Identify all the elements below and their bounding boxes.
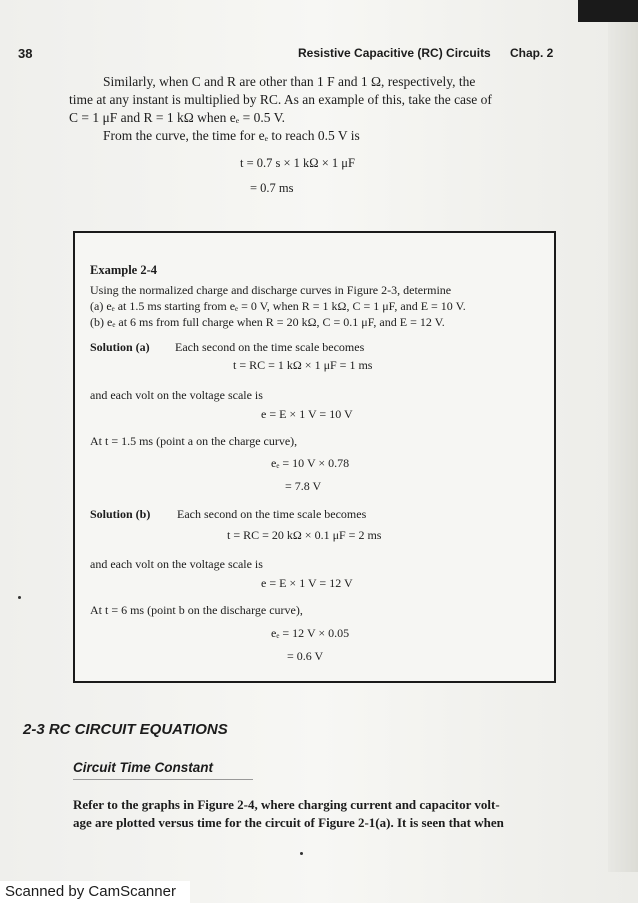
solution-text: and each volt on the voltage scale is	[90, 388, 263, 402]
body-line: Refer to the graphs in Figure 2-4, where charging current and capacitor volt-	[73, 797, 500, 812]
solution-equation: t = RC = 20 kΩ × 0.1 μF = 2 ms	[227, 528, 382, 542]
example-title: Example 2-4	[90, 263, 158, 277]
solution-equation: = 0.6 V	[287, 649, 324, 663]
running-title: Resistive Capacitive (RC) Circuits	[298, 46, 491, 60]
example-prompt-line: (a) eₑ at 1.5 ms starting from eₑ = 0 V, when R = 1 kΩ, C = 1 μF, and E = 10 V.	[90, 299, 466, 313]
solution-equation: e = E × 1 V = 10 V	[261, 407, 353, 421]
page-edge-shadow	[578, 0, 638, 22]
solution-equation: e = E × 1 V = 12 V	[261, 576, 353, 590]
solution-equation: eₑ = 10 V × 0.78	[271, 456, 350, 470]
scan-speck	[300, 852, 303, 855]
solution-text: At t = 6 ms (point b on the discharge curve),	[90, 603, 303, 617]
example-prompt-line: (b) eₑ at 6 ms from full charge when R = 20 kΩ, C = 0.1 μF, and E = 12 V.	[90, 315, 445, 329]
solution-text: Each second on the time scale becomes	[177, 507, 367, 521]
page-edge-strip	[608, 22, 638, 872]
intro-line: C = 1 μF and R = 1 kΩ when eₑ = 0.5 V.	[69, 110, 285, 125]
solution-equation: t = RC = 1 kΩ × 1 μF = 1 ms	[233, 358, 373, 372]
example-box	[73, 231, 556, 683]
body-line: age are plotted versus time for the circuit of Figure 2-1(a). It is seen that when	[73, 815, 504, 830]
solution-text: and each volt on the voltage scale is	[90, 557, 263, 571]
solution-equation: eₑ = 12 V × 0.05	[271, 626, 350, 640]
solution-text: Each second on the time scale becomes	[175, 340, 365, 354]
solution-equation: = 7.8 V	[285, 479, 322, 493]
intro-equation: t = 0.7 s × 1 kΩ × 1 μF	[240, 156, 355, 170]
subsection-heading: Circuit Time Constant	[73, 760, 214, 775]
intro-line: time at any instant is multiplied by RC. As an example of this, take the case of	[69, 92, 492, 107]
solution-a-label: Solution (a)	[90, 340, 150, 354]
intro-line: Similarly, when C and R are other than 1 F and 1 Ω, respectively, the	[103, 74, 476, 89]
page-number: 38	[18, 46, 33, 61]
example-prompt-line: Using the normalized charge and discharge curves in Figure 2-3, determine	[90, 283, 452, 297]
intro-equation: = 0.7 ms	[250, 181, 294, 195]
intro-line: From the curve, the time for eₑ to reach 0.5 V is	[103, 128, 360, 143]
subheading-underline	[73, 779, 253, 780]
solution-b-label: Solution (b)	[90, 507, 151, 521]
chapter-label: Chap. 2	[510, 46, 554, 60]
section-heading: 2-3 RC CIRCUIT EQUATIONS	[23, 721, 228, 738]
scanner-watermark: Scanned by CamScanner	[0, 881, 190, 903]
solution-text: At t = 1.5 ms (point a on the charge curve),	[90, 434, 298, 448]
scan-speck	[18, 596, 21, 599]
